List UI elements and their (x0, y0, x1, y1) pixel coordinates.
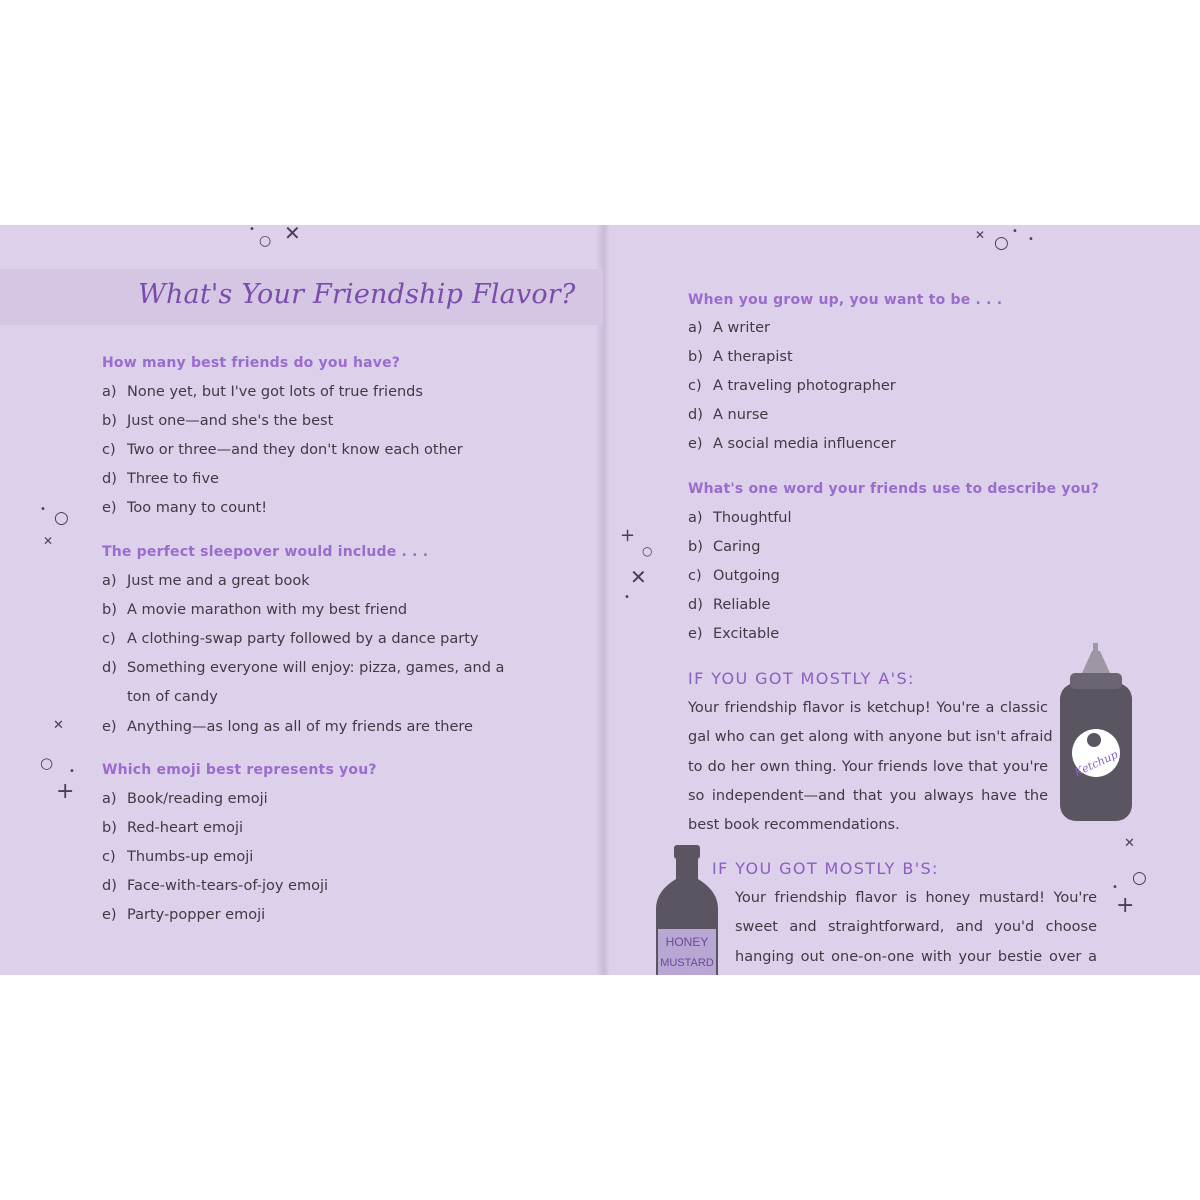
dot-icon: • (624, 592, 630, 603)
question-prompt: The perfect sleepover would include . . . (102, 544, 429, 560)
plus-icon: + (1116, 893, 1135, 918)
cross-icon: ✕ (43, 534, 54, 548)
result-paragraph: Your friendship flavor is honey mustard! You're sweet and straightforward, and you'd choose hanging out one-on-one with your bestie over a (735, 890, 1097, 965)
circle-icon: ○ (40, 754, 54, 772)
question-prompt: What's one word your friends use to describe you? (688, 481, 1100, 497)
dot-icon: • (249, 225, 255, 235)
result-paragraph: Your friendship flavor is ketchup! You're a classic gal who can get along with anyone but isn't afraid to do her own thing. Your friends love that you're so independent—and that you always have the best book recommendations. (688, 700, 1053, 834)
cross-icon: ✕ (975, 228, 986, 242)
cross-icon: ✕ (53, 718, 64, 733)
honey-mustard-bottle-icon (652, 845, 722, 975)
ketchup-bottle-icon (1052, 643, 1142, 823)
dot-icon: • (1112, 882, 1118, 893)
question-prompt: Which emoji best represents you? (102, 762, 377, 778)
result-heading: IF YOU GOT MOSTLY A'S: (688, 669, 915, 688)
book-spread: What's Your Friendship Flavor? How many best friends do you have? a) None yet, but I've got lots of true friends b) Just one—and she's the best c) Two or three—and they don't know each other d) Three to five e) Too many to count! The perfect sleepover would include . . . a) Just me and a great book b) A movie marathon with my best friend c) A clothing-swap party followed by a dance party d) Something everyone will enjoy: pizza, games, and a ton of candy e) Anything—as long as all of my friends are there Which emoji best represents you? a) Book/reading emoji b) Red-heart emoji c) Thumbs-up emoji d) Face-with-tears-of-joy emoji e) Party-popper emoji When you grow up, you want to be . . . a) A writer b) A therapist c) A traveling photographer d) A nurse e) A social media influencer What's one word your friends use to describe you? a) Thoughtful b) Caring c) Outgoing d) Reliable e) Excitable IF YOU GOT MOSTLY A'S: Your friendship flavor is ketchup! You're a classic gal who can get along with anyone but isn't afraid to do her own thing. Your friends love that you're so independent—and that you always have the best book recommendations. IF YOU GOT MOSTLY B'S: Your friendship flavor is honey mustard! You're sweet and straightforward, and you'd choose hanging out one-on-one with your bestie over a Ketchup HONEY MUSTARD ○ ✕ • ✕ ○ • • • ○ ✕ ✕ ○ • + + ○ ✕ • ✕ ○ • + (0, 225, 1200, 975)
dot-icon: • (69, 766, 75, 777)
cross-icon: ✕ (284, 225, 301, 245)
question-prompt: How many best friends do you have? (102, 355, 401, 371)
circle-icon: ○ (259, 233, 272, 249)
dot-icon: • (1012, 226, 1018, 237)
result-heading: IF YOU GOT MOSTLY B'S: (712, 859, 939, 878)
dot-icon: • (1028, 234, 1034, 245)
question-prompt: When you grow up, you want to be . . . (688, 292, 1003, 308)
plus-icon: + (620, 525, 636, 546)
circle-icon: ○ (54, 508, 69, 528)
svg-text:MUSTARD: MUSTARD (660, 957, 714, 969)
dot-icon: • (40, 504, 46, 515)
page-title: What's Your Friendship Flavor? (138, 279, 576, 310)
cross-icon: ✕ (1124, 836, 1135, 851)
svg-text:Ketchup: Ketchup (1072, 747, 1120, 780)
cross-icon: ✕ (630, 565, 647, 589)
circle-icon: ○ (1132, 868, 1147, 888)
svg-text:HONEY: HONEY (665, 935, 709, 949)
circle-icon: ○ (642, 544, 653, 558)
plus-icon: + (56, 779, 75, 804)
book-gutter (596, 225, 610, 975)
circle-icon: ○ (994, 233, 1009, 253)
